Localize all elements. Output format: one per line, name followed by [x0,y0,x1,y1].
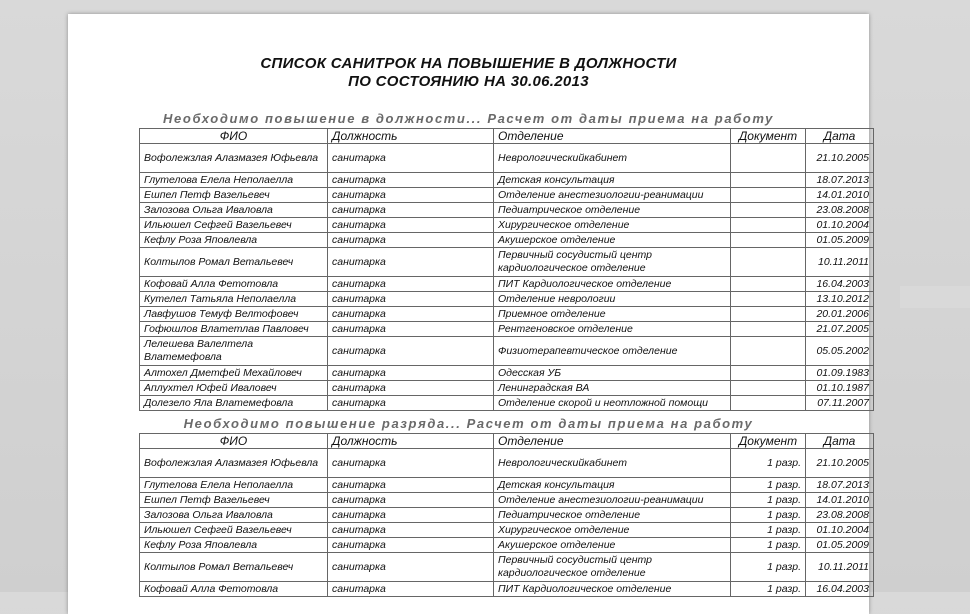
cell-name: Гофюшлов Влатетлав Павловеч [140,322,328,337]
cell-document: 1 разр. [731,538,806,553]
cell-name: Ешпел Петф Вазельевеч [140,493,328,508]
cell-name: Колтылов Ромал Ветальевеч [140,553,328,582]
cell-date: 01.10.1987 [806,381,874,396]
cell-department: Педиатрическое отделение [494,203,731,218]
section1-body [140,144,874,411]
cell-document [731,277,806,292]
table-row [140,248,874,277]
cell-date: 14.01.2010 [806,493,874,508]
cell-department: Приемное отделение [494,307,731,322]
column-header-department: Отделение [494,129,731,144]
cell-date: 05.05.2002 [806,337,874,366]
cell-document: 1 разр. [731,508,806,523]
table-row [140,523,874,538]
cell-department: Детская консультация [494,478,731,493]
cell-position: санитарка [328,396,494,411]
document-subtitle: ПО СОСТОЯНИЮ НА 30.06.2013 [348,73,589,90]
section1-table [139,128,874,411]
cell-document: 1 разр. [731,553,806,582]
cell-date: 14.01.2010 [806,188,874,203]
cell-department: Неврологическийкабинет [494,449,731,478]
table-row [140,493,874,508]
cell-department: Хирургическое отделение [494,218,731,233]
table-row [140,144,874,173]
cell-position: санитарка [328,493,494,508]
cell-department: Отделение скорой и неотложной помощи [494,396,731,411]
column-header-document: Документ [731,434,806,449]
table-row [140,381,874,396]
section2-heading: Необходимо повышение разряда... Расчет от даты приема на работу [183,416,754,431]
cell-position: санитарка [328,322,494,337]
cell-date: 23.08.2008 [806,203,874,218]
cell-document: 1 разр. [731,582,806,597]
cell-position: санитарка [328,188,494,203]
cell-document: 1 разр. [731,449,806,478]
cell-position: санитарка [328,381,494,396]
cell-position: санитарка [328,203,494,218]
table-row [140,366,874,381]
cell-document [731,337,806,366]
table-row [140,582,874,597]
document-title: СПИСОК САНИТРОК НА ПОВЫШЕНИЕ В ДОЛЖНОСТИ [260,55,677,72]
cell-date: 23.08.2008 [806,508,874,523]
table-header-row [140,434,874,449]
cell-name: Кутелел Татьяла Неполаелла [140,292,328,307]
cell-document [731,248,806,277]
cell-name: Глутелова Елела Неполаелла [140,173,328,188]
cell-position: санитарка [328,233,494,248]
section1-heading: Необходимо повышение в должности... Расчет от даты приема на работу [162,111,775,126]
cell-position: санитарка [328,523,494,538]
cell-position: санитарка [328,449,494,478]
cell-date: 13.10.2012 [806,292,874,307]
cell-position: санитарка [328,553,494,582]
table-row [140,218,874,233]
column-header-position: Должность [328,129,494,144]
cell-name: Ильюшел Сефгей Вазельевеч [140,523,328,538]
cell-name: Лавфушов Темуф Велтофовеч [140,307,328,322]
cell-department: Отделение анестезиологии-реанимации [494,188,731,203]
cell-date: 01.10.2004 [806,218,874,233]
cell-date: 01.10.2004 [806,523,874,538]
column-header-name: ФИО [140,129,328,144]
cell-document [731,173,806,188]
cell-department: Хирургическое отделение [494,523,731,538]
cell-position: санитарка [328,582,494,597]
cell-name: Долезело Яла Влатемефовла [140,396,328,411]
cell-position: санитарка [328,248,494,277]
cell-document [731,233,806,248]
table-row [140,173,874,188]
cell-department: Отделение анестезиологии-реанимации [494,493,731,508]
cell-name: Кефлу Роза Яповлевла [140,233,328,248]
cell-date: 01.09.1983 [806,366,874,381]
table-row [140,292,874,307]
column-header-date: Дата [806,434,874,449]
cell-document: 1 разр. [731,493,806,508]
cell-document [731,307,806,322]
table-row [140,478,874,493]
cell-date: 20.01.2006 [806,307,874,322]
table-row [140,553,874,582]
cell-date: 10.11.2011 [806,248,874,277]
document-page [68,14,869,614]
cell-department: ПИТ Кардиологическое отделение [494,277,731,292]
table-row [140,277,874,292]
cell-department: Физиотерапевтическое отделение [494,337,731,366]
table-row [140,233,874,248]
cell-department: Первичный сосудистый центр кардиологическое отделение [494,553,731,582]
cell-name: Колтылов Ромал Ветальевеч [140,248,328,277]
cell-document [731,396,806,411]
cell-department: Рентгеновское отделение [494,322,731,337]
cell-position: санитарка [328,277,494,292]
cell-department: Отделение неврологии [494,292,731,307]
cell-document [731,218,806,233]
cell-position: санитарка [328,292,494,307]
cell-document [731,188,806,203]
cell-date: 01.05.2009 [806,538,874,553]
background-strip [900,286,970,308]
cell-department: Одесская УБ [494,366,731,381]
cell-position: санитарка [328,366,494,381]
column-header-document: Документ [731,129,806,144]
cell-document: 1 разр. [731,523,806,538]
cell-name: Алтохел Дметфей Мехайловеч [140,366,328,381]
table-row [140,538,874,553]
cell-date: 16.04.2003 [806,582,874,597]
cell-position: санитарка [328,478,494,493]
table-row [140,396,874,411]
cell-name: Ильюшел Сефгей Вазельевеч [140,218,328,233]
cell-name: Кофовай Алла Фетотовла [140,582,328,597]
column-header-position: Должность [328,434,494,449]
cell-position: санитарка [328,218,494,233]
cell-position: санитарка [328,307,494,322]
cell-date: 10.11.2011 [806,553,874,582]
cell-name: Вофолежзлая Алазмазея Юфьевла [140,144,328,173]
cell-department: Акушерское отделение [494,233,731,248]
column-header-date: Дата [806,129,874,144]
section2-body [140,449,874,597]
cell-name: Кефлу Роза Яповлевла [140,538,328,553]
cell-document [731,366,806,381]
cell-name: Лелешева Валелтела Влатемефовла [140,337,328,366]
cell-date: 18.07.2013 [806,478,874,493]
table-row [140,188,874,203]
cell-department: Первичный сосудистый центр кардиологическое отделение [494,248,731,277]
cell-document [731,292,806,307]
table-row [140,203,874,218]
cell-position: санитарка [328,144,494,173]
cell-document [731,322,806,337]
cell-name: Глутелова Елела Неполаелла [140,478,328,493]
table-row [140,508,874,523]
column-header-department: Отделение [494,434,731,449]
table-row [140,322,874,337]
column-header-name: ФИО [140,434,328,449]
cell-position: санитарка [328,538,494,553]
table-row [140,307,874,322]
cell-position: санитарка [328,173,494,188]
cell-date: 16.04.2003 [806,277,874,292]
cell-department: Акушерское отделение [494,538,731,553]
cell-department: Педиатрическое отделение [494,508,731,523]
cell-department: ПИТ Кардиологическое отделение [494,582,731,597]
cell-document [731,203,806,218]
table-header-row [140,129,874,144]
cell-name: Залозова Ольга Иваловла [140,508,328,523]
cell-name: Залозова Ольга Иваловла [140,203,328,218]
cell-department: Неврологическийкабинет [494,144,731,173]
cell-date: 18.07.2013 [806,173,874,188]
table-row [140,337,874,366]
table-row [140,449,874,478]
cell-department: Ленинградская ВА [494,381,731,396]
cell-position: санитарка [328,337,494,366]
cell-department: Детская консультация [494,173,731,188]
cell-position: санитарка [328,508,494,523]
section2-table [139,433,874,597]
cell-date: 07.11.2007 [806,396,874,411]
cell-date: 21.07.2005 [806,322,874,337]
cell-name: Кофовай Алла Фетотовла [140,277,328,292]
cell-name: Вофолежзлая Алазмазея Юфьевла [140,449,328,478]
cell-date: 21.10.2005 [806,449,874,478]
cell-document [731,381,806,396]
cell-document: 1 разр. [731,478,806,493]
cell-name: Аплухтел Юфей Иваловеч [140,381,328,396]
cell-name: Ешпел Петф Вазельевеч [140,188,328,203]
cell-date: 01.05.2009 [806,233,874,248]
cell-date: 21.10.2005 [806,144,874,173]
cell-document [731,144,806,173]
